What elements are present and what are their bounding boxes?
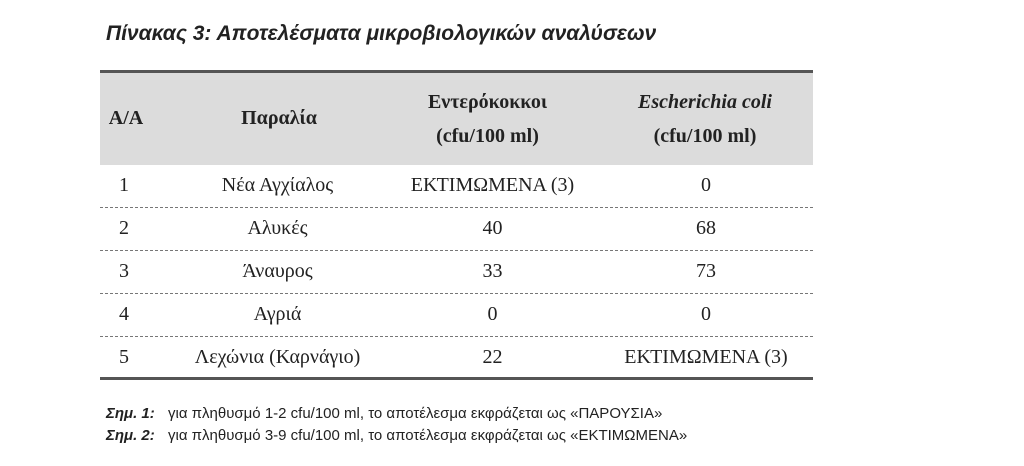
note-1-text: για πληθυσμό 1-2 cfu/100 ml, το αποτέλεσμα εκφράζεται ως «ΠΑΡΟΥΣΙΑ» (168, 405, 663, 422)
row-number: 4 (119, 303, 129, 325)
header-beach: Παραλία (241, 107, 317, 129)
row-ecoli: 68 (696, 217, 716, 239)
note-2-text: για πληθυσμό 3-9 cfu/100 ml, το αποτέλεσμα εκφράζεται ως «ΕΚΤΙΜΩΜΕΝΑ» (168, 427, 688, 444)
note-2 (106, 425, 687, 447)
row-beach: Λεχώνια (Καρνάγιο) (194, 346, 361, 368)
note-1 (106, 403, 687, 425)
row-number: 1 (119, 174, 129, 196)
row-beach: Αλυκές (247, 217, 308, 239)
row-ecoli: 73 (696, 260, 716, 282)
header-enterococci-name: Εντερόκοκκοι (427, 91, 548, 113)
row-beach: Νέα Αγχίαλος (221, 174, 334, 196)
note-2-label: Σημ. 2: (106, 427, 155, 444)
table-row (100, 294, 813, 337)
header-aa: Α/Α (108, 107, 144, 129)
row-ecoli: 0 (701, 174, 711, 196)
row-ecoli: ΕΚΤΙΜΩΜΕΝΑ (3) (624, 346, 788, 368)
row-beach: Άναυρος (242, 260, 313, 282)
note-1-label: Σημ. 1: (106, 405, 155, 422)
table-row (100, 337, 813, 380)
header-ecoli-name: Escherichia coli (638, 91, 772, 113)
row-number: 3 (119, 260, 129, 282)
row-enterococci: 22 (482, 346, 503, 368)
table-row (100, 251, 813, 294)
row-enterococci: 33 (482, 260, 503, 282)
table-caption: Πίνακας 3: Αποτελέσματα μικροβιολογικών αναλύσεων (106, 22, 657, 45)
row-number: 2 (119, 217, 129, 239)
header-ecoli-unit: (cfu/100 ml) (653, 125, 757, 147)
header-enterococci-unit: (cfu/100 ml) (436, 125, 539, 147)
header-enterococci (400, 85, 575, 153)
table-row (100, 165, 813, 208)
table-header (100, 73, 813, 165)
row-enterococci: ΕΚΤΙΜΩΜΕΝΑ (3) (410, 174, 575, 196)
table-notes (106, 403, 687, 447)
header-ecoli (605, 85, 805, 153)
row-enterococci: 0 (487, 303, 498, 325)
table-row (100, 208, 813, 251)
row-ecoli: 0 (701, 303, 711, 325)
results-table (100, 70, 813, 380)
row-beach: Αγριά (253, 303, 302, 325)
row-enterococci: 40 (482, 217, 503, 239)
row-number: 5 (119, 346, 129, 368)
